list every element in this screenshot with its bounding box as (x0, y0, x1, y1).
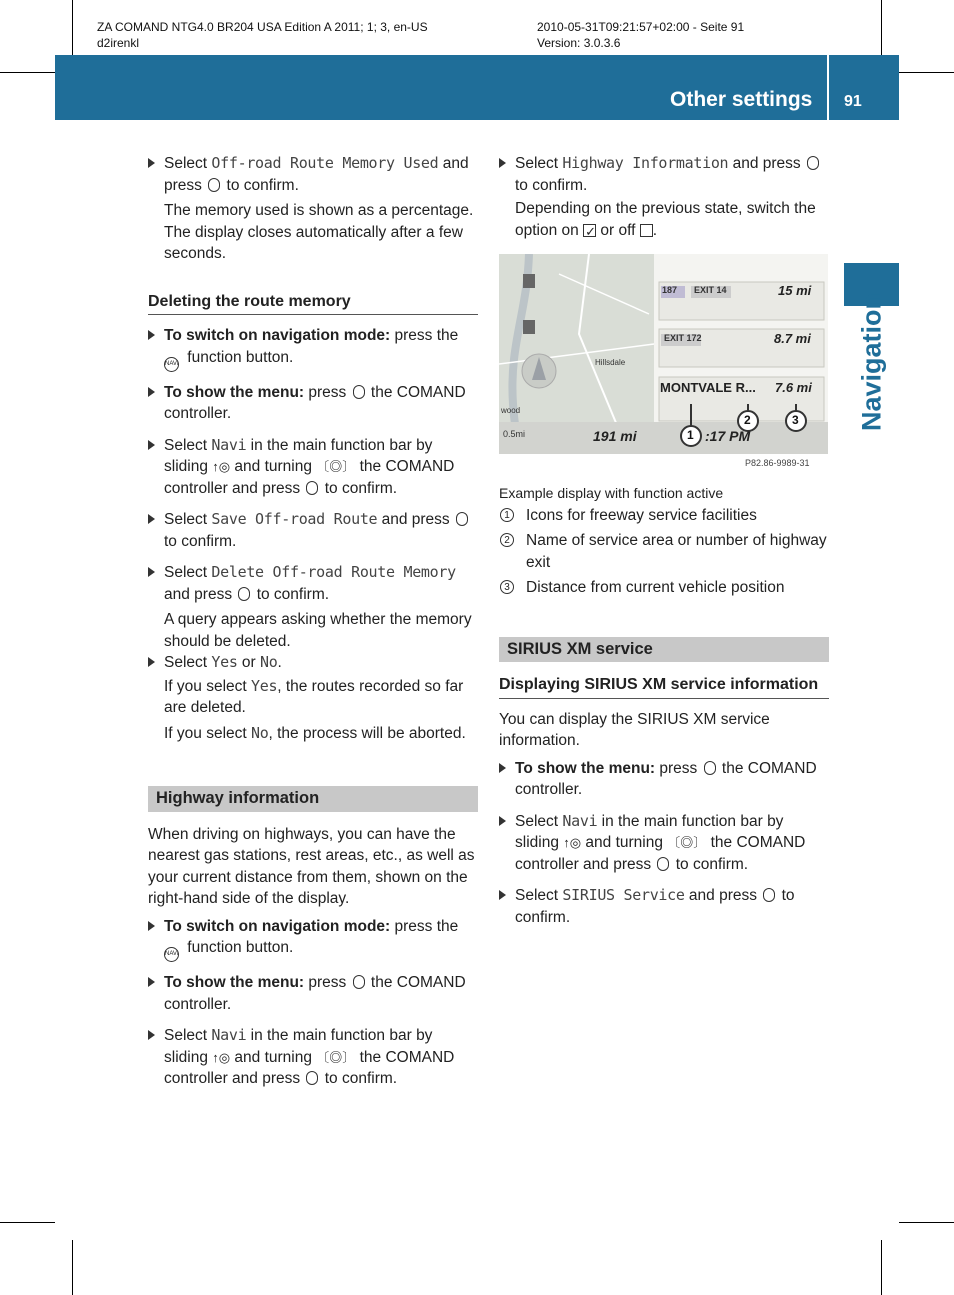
screenshot-scale: 0.5mi (503, 429, 526, 439)
header-divider (827, 55, 829, 120)
step-note: A query appears asking whether the memory should be deleted. (164, 611, 472, 650)
instruction-step (148, 562, 478, 605)
callout-number-2: 2 (744, 413, 751, 427)
menu-item-code: Navi (562, 811, 598, 830)
navigation-screenshot (499, 254, 828, 472)
instruction-step (148, 382, 478, 425)
note-text: Depending on the previous state, switch the option on (515, 200, 816, 239)
step-text: Select (164, 436, 212, 454)
step-text: and turning (230, 1048, 317, 1066)
step-lead: To show the menu: (515, 759, 656, 777)
chapter-label: Navigation (856, 292, 887, 432)
step-text: Select (164, 654, 212, 671)
option-no: No (251, 723, 269, 742)
step-lead: To show the menu: (164, 383, 305, 401)
controller-press-icon (704, 761, 716, 775)
step-text: the COMAND controller. (164, 383, 466, 422)
meta-line: ZA COMAND NTG4.0 BR204 USA Edition A 2011; 1; 3, en-US (97, 20, 428, 34)
print-meta-right (537, 19, 744, 51)
step-text: to confirm. (320, 1070, 398, 1087)
crop-mark (0, 72, 55, 73)
step-text: to confirm. (164, 532, 237, 550)
instruction-step (148, 652, 478, 674)
meta-line: Version: 3.0.3.6 (537, 36, 621, 50)
step-lead: To switch on navigation mode: (164, 327, 391, 344)
subheading: Deleting the route memory (148, 291, 478, 316)
callout-number-1: 1 (687, 428, 694, 442)
controller-press-icon (306, 481, 318, 495)
step-note (148, 676, 478, 719)
step-text: Select (515, 887, 563, 904)
instruction-step (499, 885, 829, 928)
option-yes: Yes (251, 676, 278, 695)
step-text: in the main function bar by sliding (164, 436, 433, 475)
turn-controller-icon: 〔◎〕 (316, 459, 356, 474)
option-no: No (260, 653, 278, 671)
right-column-lower (499, 483, 829, 938)
instruction-step (148, 509, 478, 552)
step-text: and press (164, 155, 469, 194)
navi-button-icon: NAVI (164, 947, 179, 962)
step-text: Select (164, 1027, 212, 1044)
step-text: to confirm. (515, 887, 795, 926)
section-title: Other settings (670, 88, 813, 111)
right-column (499, 153, 829, 241)
menu-item-code: Delete Off-road Route Memory (211, 563, 456, 581)
step-text: . (277, 654, 282, 671)
step-text: press the (390, 917, 459, 935)
controller-press-icon (353, 385, 365, 399)
bullet-arrow-icon (499, 763, 506, 773)
step-text: the COMAND controller and press (164, 458, 455, 497)
section-heading-box: Highway information (148, 786, 478, 812)
bullet-arrow-icon (499, 890, 506, 900)
bullet-arrow-icon (499, 816, 506, 826)
step-note (499, 198, 829, 241)
step-text: or (237, 654, 260, 671)
step-text: and turning (581, 834, 668, 851)
bullet-arrow-icon (148, 440, 155, 450)
crop-mark (899, 1222, 954, 1223)
bullet-arrow-icon (499, 158, 506, 168)
bullet-arrow-icon (148, 921, 155, 931)
legend-text: Distance from current vehicle position (526, 579, 785, 596)
controller-press-icon (353, 975, 365, 989)
screenshot-map-label: wood (501, 406, 521, 415)
controller-press-icon (807, 156, 819, 170)
step-text: the COMAND controller. (515, 759, 817, 798)
note-text: , the process will be aborted. (268, 724, 466, 742)
menu-item-code: Navi (211, 435, 247, 454)
turn-controller-icon: 〔◎〕 (316, 1049, 356, 1065)
legend-number: 1 (500, 508, 514, 522)
instruction-step (148, 153, 478, 196)
screenshot-distance-to-go: 191 mi (593, 428, 637, 444)
instruction-step (148, 1025, 478, 1090)
bullet-arrow-icon (148, 514, 155, 524)
legend-number: 3 (500, 580, 514, 594)
instruction-step (148, 972, 478, 1015)
bullet-arrow-icon (148, 330, 155, 340)
meta-line: d2irenkl (97, 36, 140, 50)
step-text: and turning (230, 458, 317, 475)
page-number: 91 (844, 93, 862, 110)
note-text: If you select (164, 677, 252, 695)
step-text: to confirm. (320, 479, 398, 497)
bullet-arrow-icon (148, 1030, 155, 1040)
step-text: press the (390, 327, 459, 344)
note-text: , the routes recorded so far are deleted. (164, 677, 464, 716)
screenshot-exit-label: EXIT 172 (664, 333, 702, 343)
note-text: . (652, 221, 658, 239)
left-column (148, 153, 478, 1100)
crop-mark (881, 1240, 882, 1295)
bullet-arrow-icon (148, 158, 155, 168)
figure-caption: Example display with function active (499, 485, 724, 501)
legend-item (499, 530, 829, 573)
instruction-step (148, 325, 478, 372)
step-text: Select (515, 812, 563, 830)
slide-up-icon: ↑◎ (212, 1049, 231, 1065)
crop-mark (0, 1222, 55, 1223)
legend-number: 2 (500, 533, 514, 547)
instruction-step (499, 758, 829, 801)
step-text: press (655, 759, 702, 777)
menu-item-code: Save Off-road Route (211, 510, 378, 528)
step-text: to confirm. (515, 176, 588, 194)
bullet-arrow-icon (148, 387, 155, 397)
bullet-arrow-icon (148, 977, 155, 987)
step-text: Select (164, 564, 212, 581)
paragraph: When driving on highways, you can have the nearest gas stations, rest areas, etc., as well as your current distance from them, shown on the right-hand side of the display. (148, 825, 475, 907)
bullet-arrow-icon (148, 567, 155, 577)
subheading: Displaying SIRIUS XM service information (499, 674, 829, 699)
step-text: Select (164, 155, 212, 172)
meta-line: 2010-05-31T09:21:57+02:00 - Seite 91 (537, 20, 745, 34)
step-text: Select (515, 155, 563, 172)
step-text: function button. (183, 348, 294, 366)
step-text: the COMAND controller. (164, 974, 466, 1013)
step-text: in the main function bar by sliding (515, 812, 784, 851)
step-text: to confirm. (252, 585, 330, 603)
step-text: and press (377, 511, 454, 528)
step-note: The memory used is shown as a percentage. The display closes automatically after a few seconds. (164, 202, 474, 262)
instruction-step (148, 916, 478, 963)
note-text: or off (596, 221, 640, 239)
crop-mark (899, 72, 954, 73)
menu-item-code: Off-road Route Memory Used (211, 154, 439, 172)
controller-press-icon (657, 857, 669, 871)
screenshot-exit-label: EXIT 14 (694, 285, 727, 295)
step-text: function button. (183, 939, 294, 956)
step-lead: To switch on navigation mode: (164, 917, 391, 935)
checkbox-empty-icon (640, 224, 653, 237)
screenshot-route-number: 187 (662, 285, 678, 295)
navi-button-icon: NAVI (164, 357, 179, 372)
controller-press-icon (763, 888, 775, 902)
checkbox-checked-icon: ✓ (585, 223, 596, 239)
slide-up-icon: ↑◎ (212, 459, 231, 474)
turn-controller-icon: 〔◎〕 (667, 835, 707, 850)
menu-item-code: Navi (211, 1026, 247, 1044)
menu-item-code: Highway Information (562, 154, 729, 172)
legend-text: Name of service area or number of highway exit (526, 532, 827, 571)
legend-text: Icons for freeway service facilities (526, 506, 757, 524)
screenshot-eta: :17 PM (705, 428, 751, 444)
step-text: the COMAND controller and press (164, 1048, 455, 1087)
screenshot-distance: 8.7 mi (774, 331, 811, 346)
controller-press-icon (456, 512, 468, 526)
bullet-arrow-icon (148, 657, 155, 667)
step-text: and press (728, 155, 805, 172)
step-text: and press (164, 585, 237, 603)
step-text: press (304, 383, 351, 401)
step-text: to confirm. (671, 855, 749, 873)
step-text: the COMAND controller and press (515, 834, 806, 873)
controller-press-icon (208, 178, 220, 192)
step-note (148, 723, 478, 745)
crop-mark (72, 0, 73, 55)
legend-item (499, 577, 829, 599)
step-text: press (304, 974, 351, 991)
screenshot-distance: 7.6 mi (775, 380, 812, 395)
menu-item-code: SIRIUS Service (562, 886, 685, 904)
controller-press-icon (306, 1071, 318, 1085)
crop-mark (72, 1240, 73, 1295)
screenshot-distance: 15 mi (778, 283, 812, 298)
note-text: If you select (164, 724, 252, 742)
option-yes: Yes (211, 653, 238, 671)
instruction-step (499, 153, 829, 196)
screenshot-exit-label: MONTVALE R... (660, 380, 756, 395)
print-meta-left (97, 19, 428, 51)
step-lead: To show the menu: (164, 974, 305, 991)
step-text: in the main function bar by sliding (164, 1027, 433, 1066)
step-text: to confirm. (222, 176, 299, 194)
slide-up-icon: ↑◎ (563, 835, 582, 850)
figure-reference: P82.86-9989-31 (745, 458, 810, 468)
paragraph: You can display the SIRIUS XM service information. (499, 710, 770, 749)
controller-press-icon (238, 587, 250, 601)
screenshot-place-label: Hillsdale (595, 358, 626, 367)
section-heading-box: SIRIUS XM service (499, 637, 829, 663)
instruction-step (148, 435, 478, 500)
instruction-step (499, 811, 829, 876)
step-text: Select (164, 511, 212, 528)
crop-mark (881, 0, 882, 55)
legend-item (499, 505, 829, 527)
callout-number-3: 3 (792, 413, 799, 427)
step-text: and press (684, 887, 762, 904)
